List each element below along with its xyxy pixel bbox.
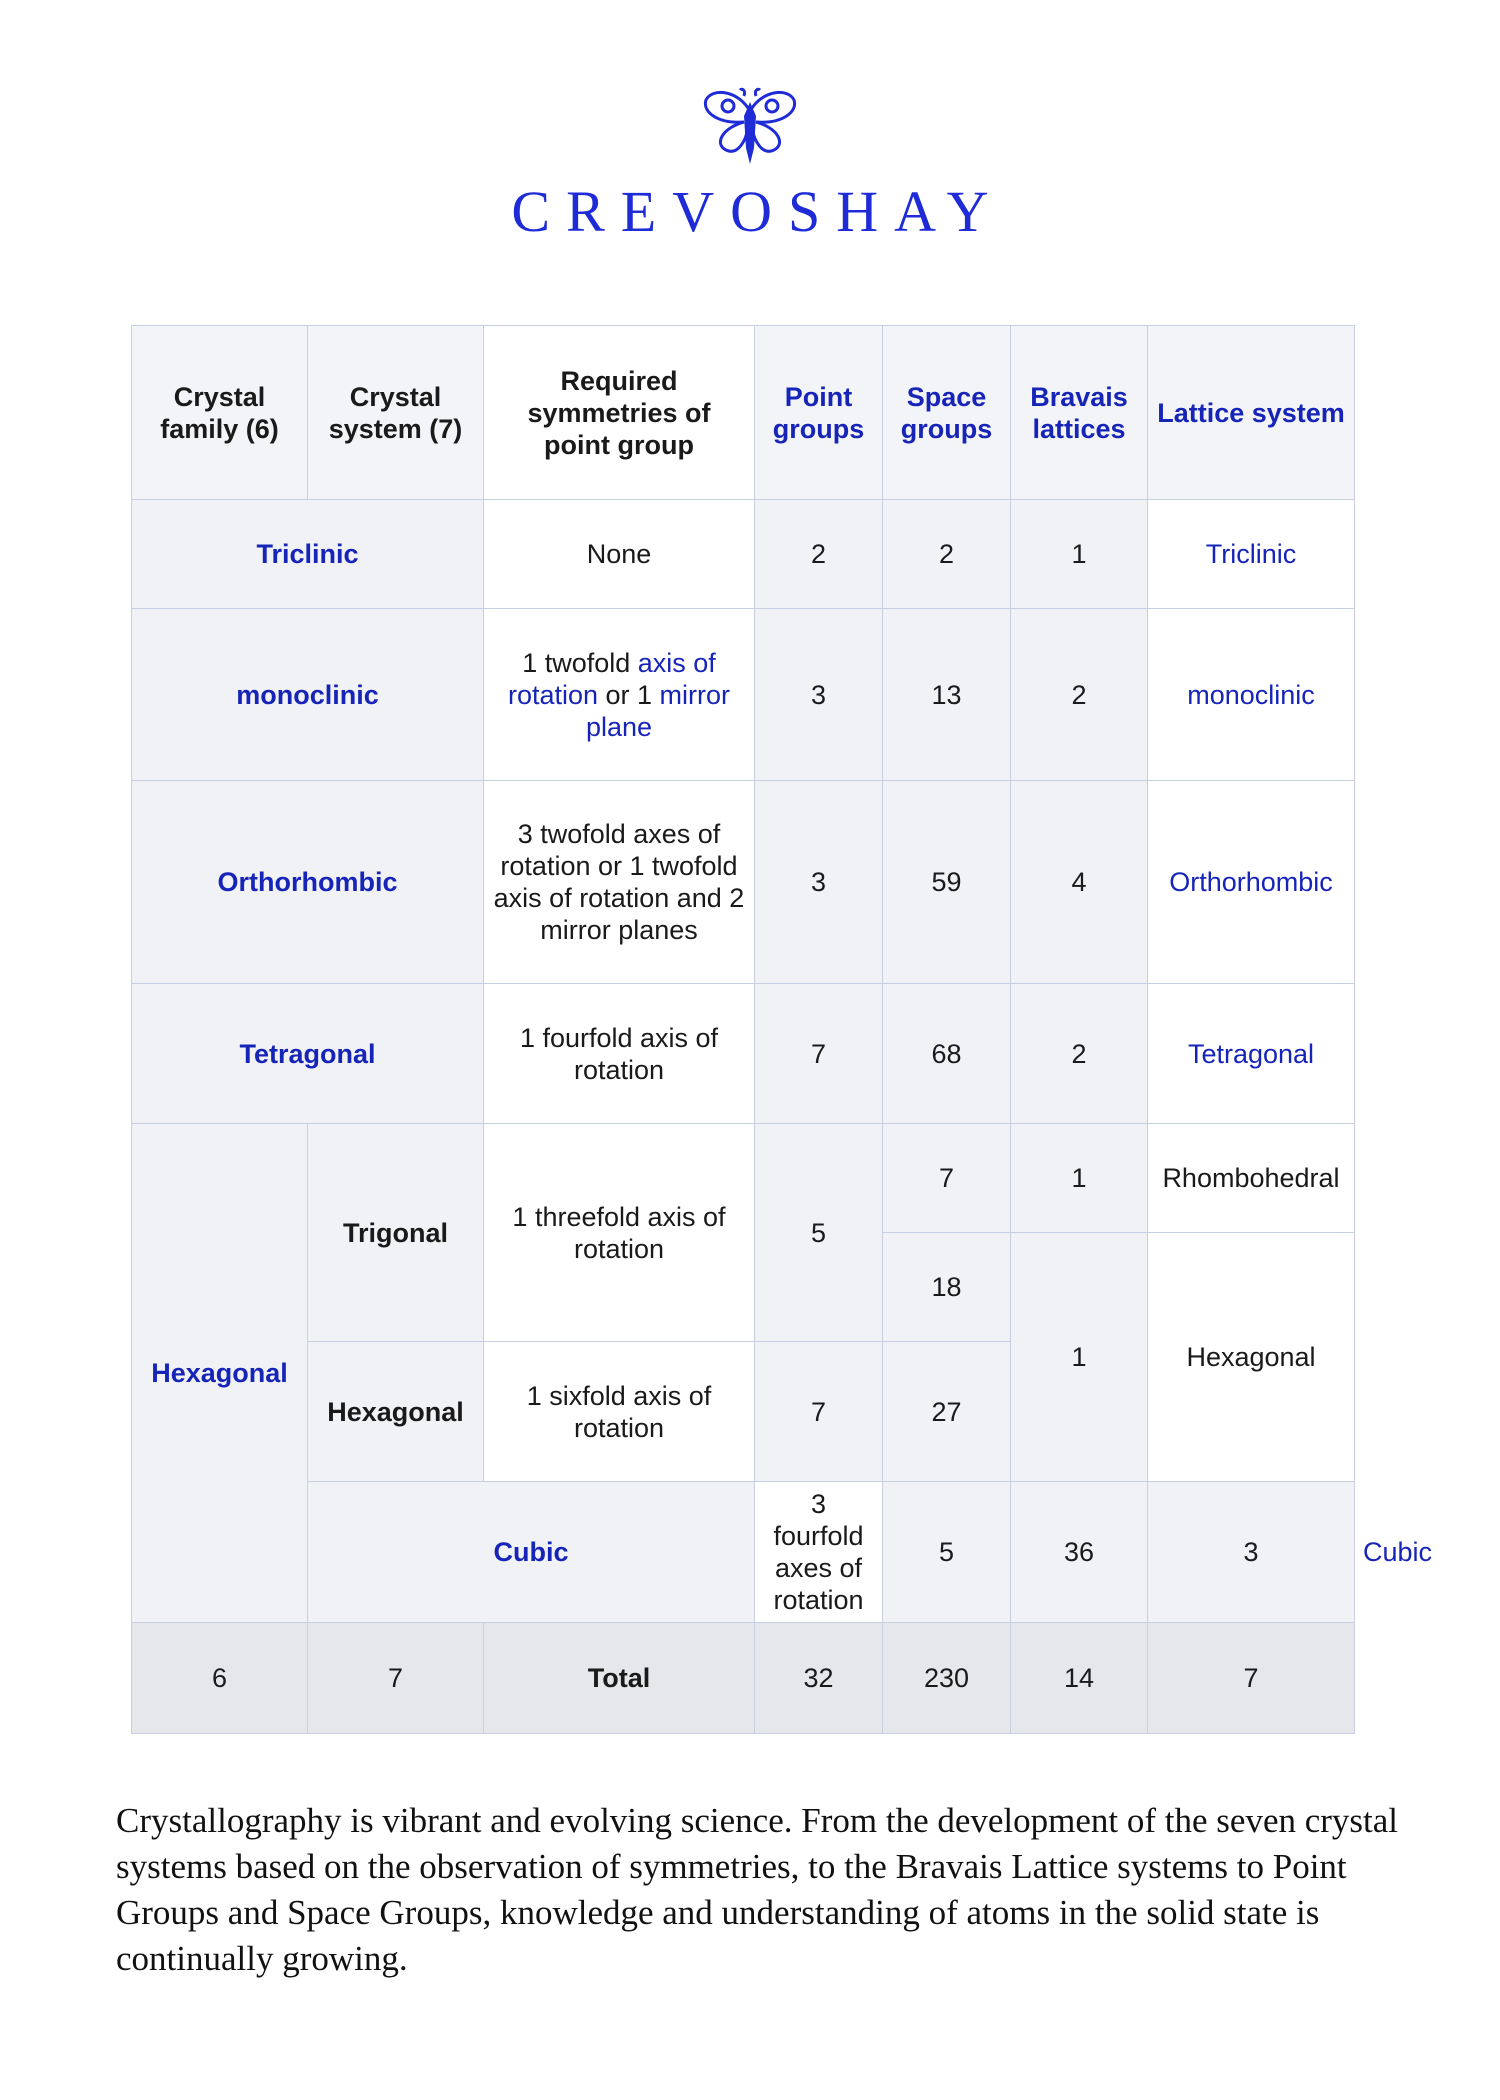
axis-of-rotation-link[interactable]: axis of rotation bbox=[507, 647, 716, 710]
lattice-monoclinic: monoclinic bbox=[1148, 609, 1355, 781]
space-groups-tetragonal: 68 bbox=[883, 984, 1011, 1124]
header-point-groups: Point groups bbox=[755, 326, 883, 500]
brand-name: CREVOSHAY bbox=[511, 179, 1005, 244]
family-monoclinic: monoclinic bbox=[132, 609, 484, 781]
point-groups-tetragonal: 7 bbox=[755, 984, 883, 1124]
bravais-orthorhombic: 4 bbox=[1011, 781, 1148, 984]
header-space-groups: Space groups bbox=[883, 326, 1011, 500]
bravais-triclinic: 1 bbox=[1011, 500, 1148, 609]
symmetry-triclinic: None bbox=[484, 500, 755, 609]
bravais-monoclinic: 2 bbox=[1011, 609, 1148, 781]
total-point-groups: 32 bbox=[755, 1623, 883, 1734]
system-trigonal: Trigonal bbox=[308, 1124, 484, 1342]
row-monoclinic bbox=[132, 609, 1355, 781]
point-groups-hexagonal: 7 bbox=[755, 1342, 883, 1482]
space-groups-triclinic: 2 bbox=[883, 500, 1011, 609]
lattice-orthorhombic: Orthorhombic bbox=[1148, 781, 1355, 984]
symmetry-monoclinic bbox=[484, 609, 755, 781]
family-tetragonal: Tetragonal bbox=[132, 984, 484, 1124]
family-triclinic: Triclinic bbox=[132, 500, 484, 609]
symmetry-tetragonal: 1 fourfold axis of rotation bbox=[484, 984, 755, 1124]
total-space-groups: 230 bbox=[883, 1623, 1011, 1734]
total-systems: 7 bbox=[308, 1623, 484, 1734]
description-paragraph: Crystallography is vibrant and evolving science. From the development of the seven crystal systems based on the observation of symmetries, to the Bravais Lattice systems to Point Groups and Space Groups, knowledge and understanding of atoms in the solid state is continually growing. bbox=[116, 1801, 1399, 1978]
space-groups-orthorhombic: 59 bbox=[883, 781, 1011, 984]
space-groups-trigonal-b: 18 bbox=[883, 1233, 1011, 1342]
row-orthorhombic bbox=[132, 781, 1355, 984]
lattice-tetragonal: Tetragonal bbox=[1148, 984, 1355, 1124]
row-tetragonal bbox=[132, 984, 1355, 1124]
header-row bbox=[132, 326, 1355, 500]
butterfly-icon bbox=[700, 86, 800, 166]
crystal-systems-table bbox=[131, 325, 1433, 1734]
point-groups-triclinic: 2 bbox=[755, 500, 883, 609]
header-crystal-family: Crystal family (6) bbox=[132, 326, 308, 500]
row-triclinic bbox=[132, 500, 1355, 609]
header-bravais-lattices: Bravais lattices bbox=[1011, 326, 1148, 500]
space-groups-hexagonal: 27 bbox=[883, 1342, 1011, 1482]
lattice-hexagonal: Hexagonal bbox=[1148, 1233, 1355, 1482]
brand-logo bbox=[0, 86, 1500, 166]
symmetry-hexagonal: 1 sixfold axis of rotation bbox=[484, 1342, 755, 1482]
point-groups-cubic: 5 bbox=[883, 1482, 1011, 1623]
family-hexagonal: Hexagonal bbox=[132, 1124, 308, 1623]
bravais-cubic: 3 bbox=[1148, 1482, 1355, 1623]
symmetry-orthorhombic: 3 twofold axes of rotation or 1 twofold axis of rotation and 2 mirror planes bbox=[484, 781, 755, 984]
mirror-plane-link[interactable]: mirror plane bbox=[585, 679, 731, 742]
symmetry-text: 1 twofold bbox=[522, 647, 638, 678]
bravais-tetragonal: 2 bbox=[1011, 984, 1148, 1124]
header-required-symmetries: Required symmetries of point group bbox=[484, 326, 755, 500]
row-total bbox=[132, 1623, 1355, 1734]
row-trigonal-a bbox=[132, 1124, 1355, 1233]
header-crystal-system: Crystal system (7) bbox=[308, 326, 484, 500]
bravais-rhombohedral: 1 bbox=[1011, 1124, 1148, 1233]
bravais-hexagonal: 1 bbox=[1011, 1233, 1148, 1482]
point-groups-monoclinic: 3 bbox=[755, 609, 883, 781]
space-groups-trigonal-a: 7 bbox=[883, 1124, 1011, 1233]
total-families: 6 bbox=[132, 1623, 308, 1734]
family-orthorhombic: Orthorhombic bbox=[132, 781, 484, 984]
lattice-rhombohedral: Rhombohedral bbox=[1148, 1124, 1355, 1233]
space-groups-monoclinic: 13 bbox=[883, 609, 1011, 781]
space-groups-cubic: 36 bbox=[1011, 1482, 1148, 1623]
symmetry-trigonal: 1 threefold axis of rotation bbox=[484, 1124, 755, 1342]
lattice-triclinic: Triclinic bbox=[1148, 500, 1355, 609]
total-label: Total bbox=[484, 1623, 755, 1734]
family-cubic: Cubic bbox=[308, 1482, 755, 1623]
total-bravais: 14 bbox=[1011, 1623, 1148, 1734]
header-lattice-system: Lattice system bbox=[1148, 326, 1355, 500]
total-lattice-systems: 7 bbox=[1148, 1623, 1355, 1734]
row-cubic: Cubic 3 fourfold axes of rotation 5 36 3 Cubic bbox=[132, 1482, 1355, 1623]
system-hexagonal: Hexagonal bbox=[308, 1342, 484, 1482]
point-groups-orthorhombic: 3 bbox=[755, 781, 883, 984]
symmetry-cubic: 3 fourfold axes of rotation bbox=[755, 1482, 883, 1623]
symmetry-text: or 1 bbox=[598, 679, 660, 710]
point-groups-trigonal: 5 bbox=[755, 1124, 883, 1342]
